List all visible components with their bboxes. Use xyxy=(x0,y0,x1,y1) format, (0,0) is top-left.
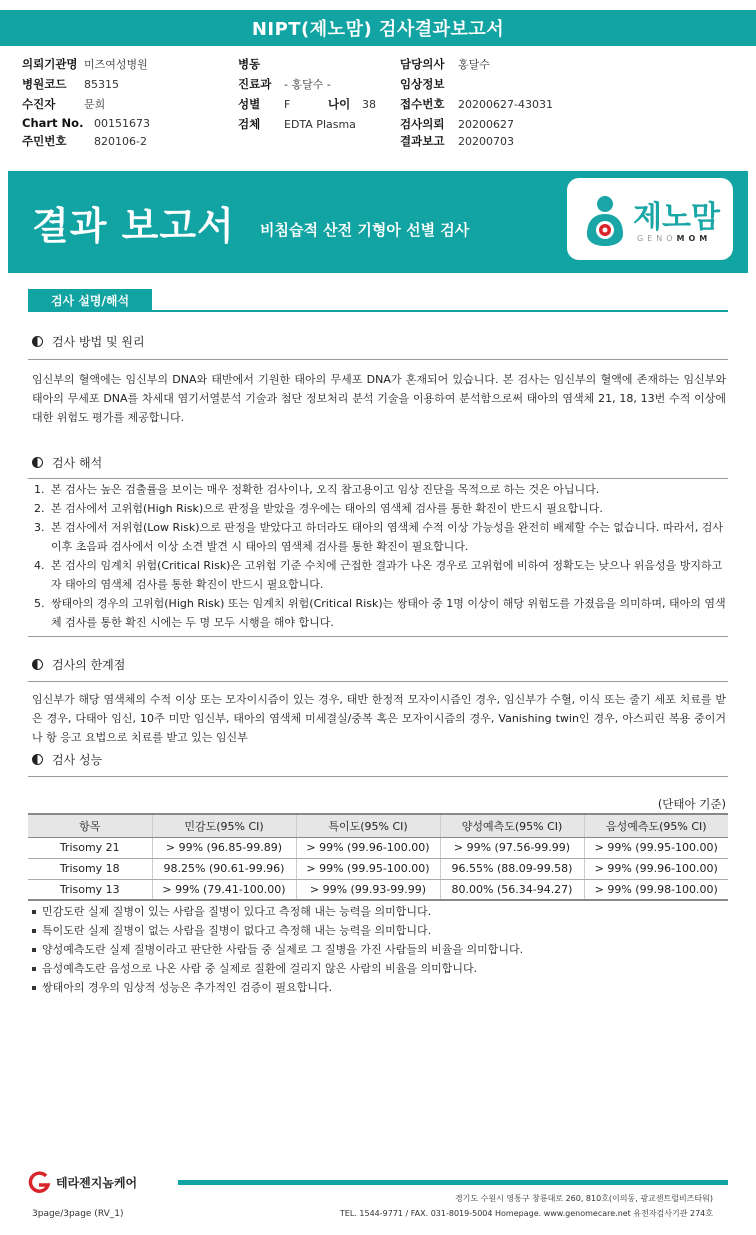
item-number: 3. xyxy=(34,521,45,534)
item-number: 5. xyxy=(34,597,45,610)
divider xyxy=(28,776,728,777)
chart-value: 00151673 xyxy=(94,117,150,130)
company-logo xyxy=(24,1171,137,1193)
table-cell: 80.00% (56.34-94.27) xyxy=(440,879,584,900)
divider xyxy=(28,478,728,479)
institution-value: 미즈여성병원 xyxy=(84,58,148,71)
logo-name: 제노맘 xyxy=(633,200,720,235)
list-item xyxy=(34,594,726,632)
id-value: 820106-2 xyxy=(94,135,147,148)
footer-bar xyxy=(178,1180,728,1185)
item-number: 4. xyxy=(34,559,45,572)
performance-heading-text: 검사 성능 xyxy=(52,753,103,767)
list-item: 음성예측도란 음성으로 나온 사람 중 실제로 질환에 걸리지 않은 사람의 비율을 의미합니다. xyxy=(32,959,726,978)
col-header: 양성예측도(95% CI) xyxy=(440,814,584,837)
table-cell: > 99% (99.96-100.00) xyxy=(584,858,728,879)
table-cell: > 99% (79.41-100.00) xyxy=(152,879,296,900)
banner-subtitle: 비침습적 산전 기형아 선별 검사 xyxy=(260,221,470,239)
list-item xyxy=(34,480,726,499)
dept-label: 진료과 xyxy=(238,77,272,91)
table-cell: > 99% (99.96-100.00) xyxy=(296,837,440,858)
limitations-text: 임신부가 해당 염색체의 수적 이상 또는 모자이시즘이 있는 경우, 태반 한정적 모자이시즘인 경우, 임신부가 수혈, 이식 또는 줄기 세포 치료를 받은 경우, 다태아 임신, 10주 미만 임신부, 태아의 염색체 미세결실/중복 혹은 모자이시즘의 경우, Vanishing twin인 경우, 아스피린 복용 중이거나 항 응고 요법으로 치료를 받고 있는 임신부 xyxy=(32,693,726,744)
divider xyxy=(28,359,728,360)
section-divider xyxy=(28,310,728,312)
table-row xyxy=(28,837,728,858)
table-cell: Trisomy 21 xyxy=(28,837,152,858)
request-label: 검사의뢰 xyxy=(400,117,445,131)
table-cell: > 99% (99.93-99.99) xyxy=(296,879,440,900)
table-cell: 96.55% (88.09-99.58) xyxy=(440,858,584,879)
report-title-bar xyxy=(0,10,756,46)
logo-en-bold: MOM xyxy=(676,234,712,243)
item-text: 본 검사에서 고위험(High Risk)으로 판정을 받았을 경우에는 태아의 염색체 검사를 통한 확진이 반드시 필요합니다. xyxy=(51,502,603,515)
doctor-value: 홍달수 xyxy=(458,58,490,71)
table-cell: > 99% (99.98-100.00) xyxy=(584,879,728,900)
interpretation-list xyxy=(34,480,726,632)
company-name: 테라젠지놈케어 xyxy=(56,1175,138,1190)
list-item: 양성예측도란 실제 질병이라고 판단한 사람들 중 실제로 그 질병을 가진 사람들의 비율을 의미합니다. xyxy=(32,940,726,959)
receiver-value: 문희 xyxy=(84,98,106,111)
id-label: 주민번호 xyxy=(22,134,67,148)
method-heading-text: 검사 방법 및 원리 xyxy=(52,335,145,349)
patient-info xyxy=(22,56,742,156)
limitations-heading-text: 검사의 한계점 xyxy=(52,658,126,672)
list-item xyxy=(34,518,726,556)
performance-table xyxy=(28,813,728,901)
request-value: 20200627 xyxy=(458,118,514,131)
performance-notes xyxy=(32,902,726,997)
section-tab: 검사 설명/해석 xyxy=(28,289,152,311)
interpretation-heading-text: 검사 해석 xyxy=(52,456,103,470)
doctor-label: 담당의사 xyxy=(400,57,445,71)
age-value: 38 xyxy=(362,98,376,111)
logo-en xyxy=(637,234,711,243)
list-item: 특이도란 실제 질병이 없는 사람을 질병이 없다고 측정해 내는 능력을 의미합니다. xyxy=(32,921,726,940)
table-row xyxy=(28,858,728,879)
company-address: 경기도 수원시 영통구 창룡대로 260, 810호(이의동, 광교센트럴비즈타워) xyxy=(454,1194,713,1203)
performance-heading xyxy=(32,751,102,768)
table-cell: Trisomy 18 xyxy=(28,858,152,879)
accession-label: 접수번호 xyxy=(400,97,445,111)
age-label: 나이 xyxy=(328,97,351,111)
half-circle-icon xyxy=(32,336,43,347)
result-banner xyxy=(8,171,748,273)
list-item: 민감도란 실제 질병이 있는 사람을 질병이 있다고 측정해 내는 능력을 의미합니다. xyxy=(32,902,726,921)
specimen-value: EDTA Plasma xyxy=(284,118,356,131)
half-circle-icon xyxy=(32,754,43,765)
table-cell: > 99% (99.95-100.00) xyxy=(584,837,728,858)
table-cell: 98.25% (90.61-99.96) xyxy=(152,858,296,879)
specimen-label: 검체 xyxy=(238,117,261,131)
dept-value: - 홍달수 - xyxy=(284,78,331,91)
unit-note: (단태아 기준) xyxy=(657,797,726,811)
divider xyxy=(28,681,728,682)
banner-title: 결과 보고서 xyxy=(32,204,235,248)
table-cell: > 99% (99.95-100.00) xyxy=(296,858,440,879)
item-number: 1. xyxy=(34,483,45,496)
company-g-icon xyxy=(24,1171,54,1193)
institution-label: 의뢰기관명 xyxy=(22,57,78,71)
report-date-value: 20200703 xyxy=(458,135,514,148)
logo-en-light: GENO xyxy=(637,234,677,243)
interpretation-heading xyxy=(32,454,102,471)
item-text: 본 검사는 높은 검출률을 보이는 매우 정확한 검사이나, 오직 참고용이고 임상 진단을 목적으로 하는 것은 아닙니다. xyxy=(51,483,600,496)
item-text: 본 검사에서 저위험(Low Risk)으로 판정을 받았다고 하더라도 태아의 염색체 수적 이상 가능성을 완전히 배제할 수는 없습니다. 따라서, 검사 이후 초음파 검사에서 이상 소견 발견 시 태아의 염색체 검사를 통한 확진이 필요합니다. xyxy=(51,521,724,553)
hospital-code-label: 병원코드 xyxy=(22,77,67,91)
col-header: 특이도(95% CI) xyxy=(296,814,440,837)
col-header: 민감도(95% CI) xyxy=(152,814,296,837)
company-contact: TEL. 1544-9771 / FAX. 031-8019-5004 Homepage. www.genomecare.net 유전자검사기관 274호 xyxy=(339,1209,713,1218)
table-cell: > 99% (97.56-99.99) xyxy=(440,837,584,858)
chart-label: Chart No. xyxy=(22,116,84,130)
genomom-mark-icon xyxy=(583,194,627,246)
list-item xyxy=(34,556,726,594)
list-item xyxy=(34,499,726,518)
report-date-label: 결과보고 xyxy=(400,134,445,148)
page-number: 3page/3page (RV_1) xyxy=(32,1209,124,1219)
sex-value: F xyxy=(284,98,291,111)
method-text: 임신부의 혈액에는 임신부의 DNA와 태반에서 기원한 태아의 무세포 DNA가 혼재되어 있습니다. 본 검사는 임신부의 혈액에 존재하는 임신부와 태아의 무세포 DNA를 차세대 염기서열분석 기술과 첨단 정보처리 분석 기술을 이용하여 분석함으로써 태아의 염색체 21, 18, 13번 수적 이상에 대한 위험도 평가를 제공합니다. xyxy=(32,373,726,424)
divider xyxy=(28,636,728,637)
sex-label: 성별 xyxy=(238,97,261,111)
ward-label: 병동 xyxy=(238,57,261,71)
method-heading xyxy=(32,333,145,350)
item-text: 본 검사의 임계치 위험(Critical Risk)은 고위험 기준 수치에 근접한 결과가 나온 경우로 고위험에 비하여 정확도는 낮으나 위음성을 방지하고자 태아의 염색체 검사를 통한 확진이 반드시 필요합니다. xyxy=(51,559,723,591)
limitations-heading xyxy=(32,656,125,673)
col-header: 음성예측도(95% CI) xyxy=(584,814,728,837)
clinical-label: 임상정보 xyxy=(400,77,445,91)
table-cell: > 99% (96.85-99.89) xyxy=(152,837,296,858)
hospital-code-value: 85315 xyxy=(84,78,119,91)
list-item: 쌍태아의 경우의 임상적 성능은 추가적인 검증이 필요합니다. xyxy=(32,978,726,997)
table-header-row xyxy=(28,814,728,837)
accession-value: 20200627-43031 xyxy=(458,98,553,111)
genomom-logo xyxy=(567,178,733,260)
report-title: NIPT(제노맘) 검사결과보고서 xyxy=(251,19,505,40)
table-cell: Trisomy 13 xyxy=(28,879,152,900)
item-number: 2. xyxy=(34,502,45,515)
receiver-label: 수진자 xyxy=(22,97,56,111)
col-header: 항목 xyxy=(28,814,152,837)
half-circle-icon xyxy=(32,659,43,670)
item-text: 쌍태아의 경우의 고위험(High Risk) 또는 임계치 위험(Critical Risk)는 쌍태아 중 1명 이상이 해당 위험도를 가졌음을 의미하며, 태아의 염색체 검사를 통한 확진 시에는 두 명 모두 시행을 해야 합니다. xyxy=(51,597,726,629)
table-row xyxy=(28,879,728,900)
half-circle-icon xyxy=(32,457,43,468)
